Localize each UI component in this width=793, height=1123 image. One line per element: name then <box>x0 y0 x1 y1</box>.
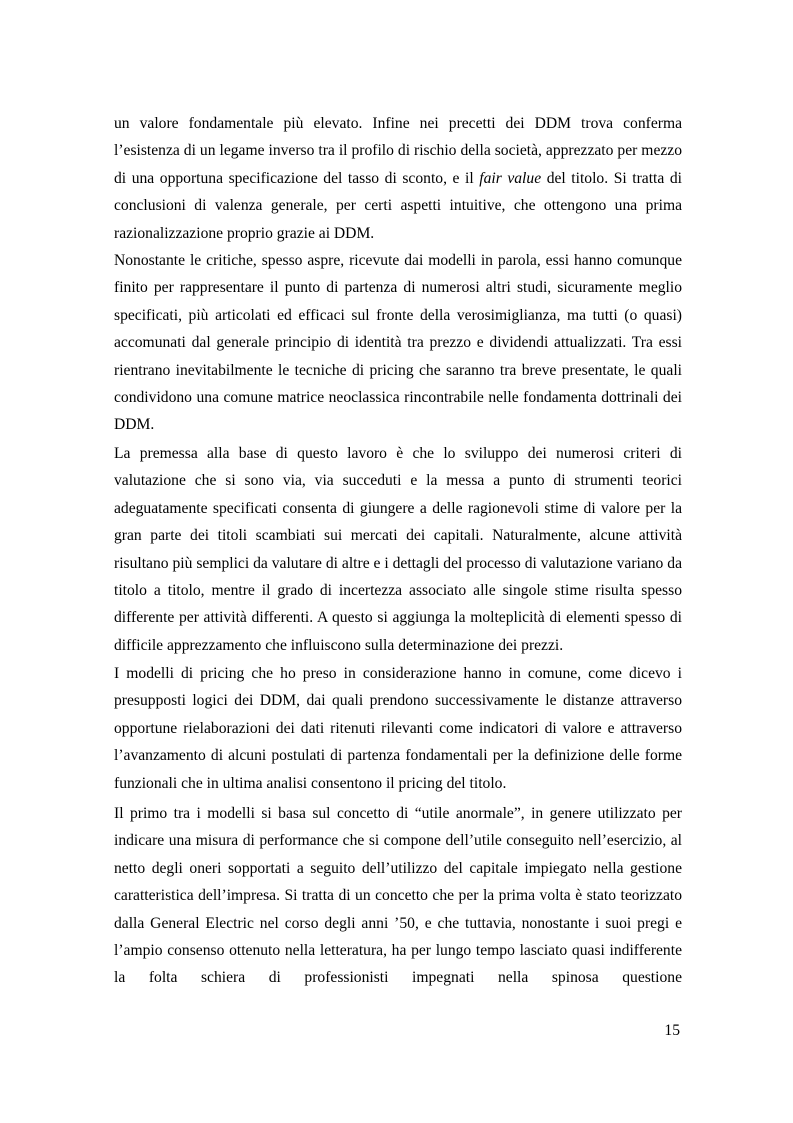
paragraph-4 <box>114 660 682 797</box>
paragraph-3 <box>114 440 682 659</box>
paragraph-1-italic-term: fair value <box>479 169 542 187</box>
paragraph-2 <box>114 247 682 439</box>
paragraph-5 <box>114 800 682 992</box>
paragraph-1-text-b: del titolo. Si tratta di conclusioni di valenza generale, per certi aspetti intuitive, che ottengono una prima razionalizzazione proprio grazie ai DDM. <box>114 169 682 242</box>
paragraph-1-text-a: un valore fondamentale più elevato. Infine nei precetti dei DDM trova conferma l’esistenza di un legame inverso tra il profilo di rischio della società, apprezzato per mezzo di una opportuna specificazione del tasso di sconto, e il <box>114 115 682 187</box>
paragraph-5-text: Il primo tra i modelli si basa sul concetto di “utile anormale”, in genere utilizzato per indicare una misura di performance che si compone dell’utile conseguito nell’esercizio, al netto degli oneri sopportati a seguito dell’utilizzo del capitale impiegato nella gestione caratteristica dell’impresa. Si tratta di un concetto che per la prima volta è stato teorizzato dalla General Electric nel corso degli anni ’50, e che tuttavia, nonostante i suoi pregi e l’ampio consenso ottenuto nella letteratura, ha per lungo tempo lasciato quasi indifferente la folta schiera di professionisti impegnati nella spinosa questione <box>114 805 682 987</box>
paragraph-3-text: La premessa alla base di questo lavoro è che lo sviluppo dei numerosi criteri di valutazione che si sono via, via succeduti e la messa a punto di strumenti teorici adeguatamente specificati consenta di giungere a delle ragionevoli stime di valore per la gran parte dei titoli scambiati sui mercati dei capitali. Naturalmente, alcune attività risultano più semplici da valutare di altre e i dettagli del processo di valutazione variano da titolo a titolo, mentre il grado di incertezza associato alle singole stime risulta spesso differente per attività differenti. A questo si aggiunga la molteplicità di elementi spesso di difficile apprezzamento che influiscono sulla determinazione dei prezzi. <box>114 445 682 654</box>
paragraph-1 <box>114 110 682 247</box>
page-number: 15 <box>664 1022 680 1039</box>
paragraph-4-text: I modelli di pricing che ho preso in considerazione hanno in comune, come dicevo i presupposti logici dei DDM, dai quali prendono successivamente le distanze attraverso opportune rielaborazioni dei dati ritenuti rilevanti come indicatori di valore e attraverso l’avanzamento di alcuni postulati di partenza fondamentali per la definizione delle forme funzionali che in ultima analisi consentono il pricing del titolo. <box>114 665 682 792</box>
paragraph-2-text: Nonostante le critiche, spesso aspre, ricevute dai modelli in parola, essi hanno comunque finito per rappresentare il punto di partenza di numerosi altri studi, sicuramente meglio specificati, più articolati ed efficaci sul fronte della verosimiglianza, ma tutti (o quasi) accomunati dal generale principio di identità tra prezzo e dividendi attualizzati. Tra essi rientrano inevitabilmente le tecniche di pricing che saranno tra breve presentate, le quali condividono una comune matrice neoclassica rincontrabile nelle fondamenta dottrinali dei DDM. <box>114 252 682 434</box>
